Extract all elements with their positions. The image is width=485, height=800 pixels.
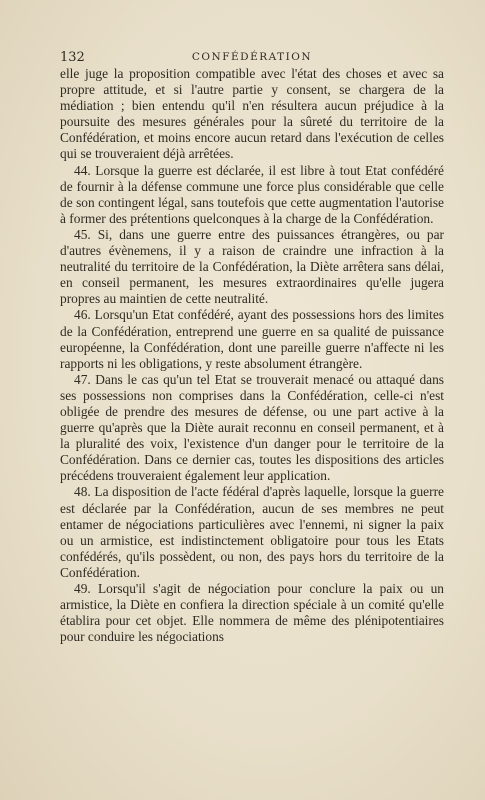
paragraph-article-44: 44. Lorsque la guerre est déclarée, il est libre à tout Etat confédéré de fournir à la défense commune une force plus considérable que celle de son contingent légal, sans toutefois que cette augmentation l'autorise à former des prétentions quelconques à la charge de la Confédération. [60, 162, 444, 226]
paragraph-article-49: 49. Lorsqu'il s'agit de négociation pour conclure la paix ou un armistice, la Diète en confiera la direction spéciale à un comité qu'elle établira pour cet objet. Elle nommera de même des plénipotentiaires pour conduire les négociations [60, 581, 444, 645]
page-number: 132 [60, 50, 85, 65]
paragraph-continuation: elle juge la proposition compatible avec l'état des choses et avec sa propre attitude, et si l'autre partie y consent, se chargera de la médiation ; bien entendu qu'il n'en résultera aucun préjudice à la poursuite des mesures générales pour la sûreté du territoire de la Confédération, et moins encore aucun retard dans l'exécution de celles qui se trouveraient déjà arrêtées. [60, 66, 444, 162]
running-head: CONFÉDÉRATION [191, 51, 313, 63]
page-body [60, 66, 444, 645]
paragraph-article-48: 48. La disposition de l'acte fédéral d'après laquelle, lorsque la guerre est déclarée par la Confédération, aucun de ses membres ne peut entamer de négociations particulières avec l'ennemi, ni signer la paix ou un armistice, est indistinctement obligatoire pour tous les Etats confédérés, qu'ils possèdent, ou non, des pays hors du territoire de la Confédération. [60, 484, 444, 580]
paragraph-article-46: 46. Lorsqu'un Etat confédéré, ayant des possessions hors des limites de la Confédération, entreprend une guerre en sa qualité de puissance européenne, la Confédération, dont une pareille guerre n'affecte ni les rapports ni les obligations, y reste absolument étrangère. [60, 307, 444, 371]
paragraph-article-47: 47. Dans le cas qu'un tel Etat se trouverait menacé ou attaqué dans ses possessions non comprises dans la Confédération, celle-ci n'est obligée de prendre des mesures de défense, ou une part active à la guerre qu'après que la Diète aurait reconnu en conseil permanent, et à la pluralité des voix, l'existence d'un danger pour le territoire de la Confédération. Dans ce dernier cas, toutes les dispositions des articles précédens trouveraient également leur application. [60, 371, 444, 484]
paragraph-article-45: 45. Si, dans une guerre entre des puissances étrangères, ou par d'autres évènemens, il y a raison de craindre une infraction à la neutralité du territoire de la Confédération, la Diète arrêtera sans délai, en conseil permanent, les mesures extraordinaires qu'elle jugera propres au maintien de cette neutralité. [60, 226, 444, 307]
